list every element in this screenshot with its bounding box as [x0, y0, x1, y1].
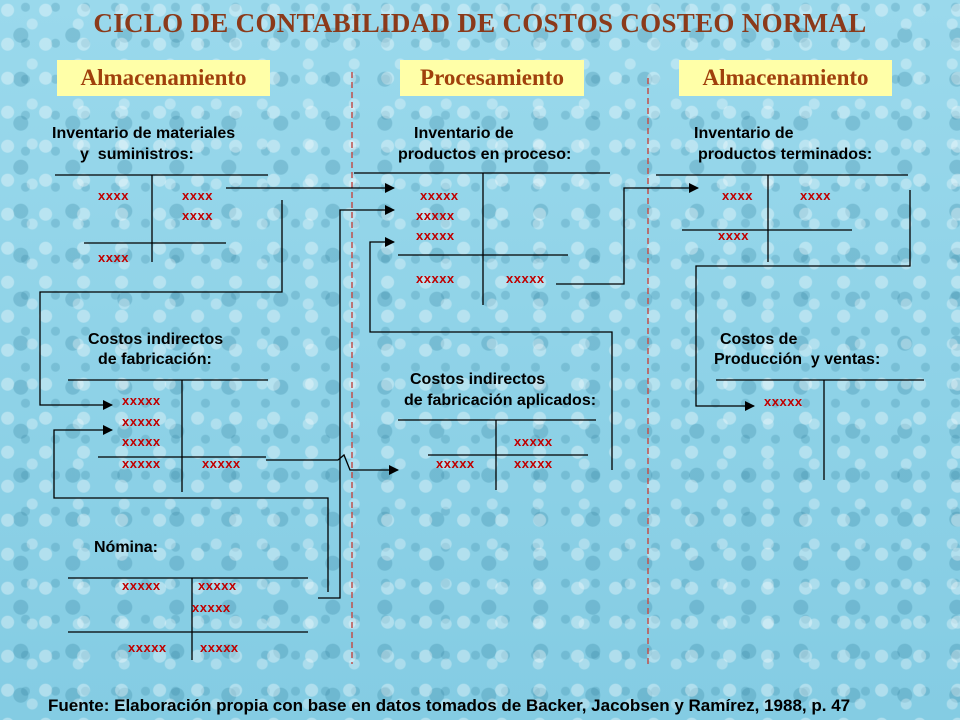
applied-credit-2: xxxxx	[514, 456, 553, 471]
payroll-balance-credit: xxxxx	[200, 640, 239, 655]
overhead-credit: xxxxx	[202, 456, 241, 471]
page-title: CICLO DE CONTABILIDAD DE COSTOS COSTEO NORMAL	[93, 8, 867, 38]
flow-materials-to-overhead	[40, 200, 282, 405]
account-overhead-title-1: Costos indirectos	[88, 331, 224, 348]
account-materials-title-2: y suministros:	[80, 146, 194, 163]
payroll-debit: xxxxx	[122, 578, 161, 593]
wip-debit-2: xxxxx	[416, 208, 455, 223]
account-cogs-title-2: Producción y ventas:	[714, 351, 881, 368]
account-applied-title-2: de fabricación aplicados:	[404, 392, 597, 409]
overhead-debit-4: xxxxx	[122, 456, 161, 471]
account-materials-title-1: Inventario de materiales	[52, 125, 236, 142]
overhead-debit-1: xxxxx	[122, 393, 161, 408]
account-wip-title-1: Inventario de	[414, 125, 514, 142]
finished-credit: xxxx	[800, 188, 831, 203]
finished-debit: xxxx	[722, 188, 753, 203]
materials-balance: xxxx	[98, 250, 129, 265]
payroll-credit-1: xxxxx	[198, 578, 237, 593]
wip-balance: xxxxx	[416, 271, 455, 286]
wip-debit-3: xxxxx	[416, 228, 455, 243]
account-cogs-title-1: Costos de	[720, 331, 798, 348]
flow-payroll-to-overhead	[54, 430, 328, 592]
applied-debit: xxxxx	[436, 456, 475, 471]
source-citation: Fuente: Elaboración propia con base en datos tomados de Backer, Jacobsen y Ramírez, 1988, p. 47	[48, 696, 851, 715]
wip-credit: xxxxx	[506, 271, 545, 286]
account-wip-title-2: productos en proceso:	[398, 146, 572, 163]
stage-storage-finished: Almacenamiento	[679, 60, 892, 96]
flow-payroll-to-wip	[318, 210, 394, 598]
cogs-debit: xxxxx	[764, 394, 803, 409]
flow-wip-to-finished	[556, 188, 698, 284]
materials-credit-1: xxxx	[182, 188, 213, 203]
wip-debit-1: xxxxx	[420, 188, 459, 203]
account-finished-title-2: productos terminados:	[698, 146, 873, 163]
account-finished-title-1: Inventario de	[694, 125, 794, 142]
materials-credit-2: xxxx	[182, 208, 213, 223]
flow-finished-to-cogs	[696, 190, 910, 406]
overhead-debit-3: xxxxx	[122, 434, 161, 449]
stage-processing: Procesamiento	[400, 60, 584, 96]
flow-overhead-to-applied	[266, 455, 398, 470]
flow-applied-to-wip	[370, 242, 612, 470]
payroll-balance-debit: xxxxx	[128, 640, 167, 655]
overhead-debit-2: xxxxx	[122, 414, 161, 429]
applied-credit-1: xxxxx	[514, 434, 553, 449]
account-payroll-title: Nómina:	[94, 539, 158, 556]
stage-storage-raw: Almacenamiento	[57, 60, 270, 96]
payroll-credit-2: xxxxx	[192, 600, 231, 615]
account-applied-title-1: Costos indirectos	[410, 371, 546, 388]
finished-balance: xxxx	[718, 228, 749, 243]
account-overhead-title-2: de fabricación:	[98, 351, 212, 368]
materials-debit-1: xxxx	[98, 188, 129, 203]
